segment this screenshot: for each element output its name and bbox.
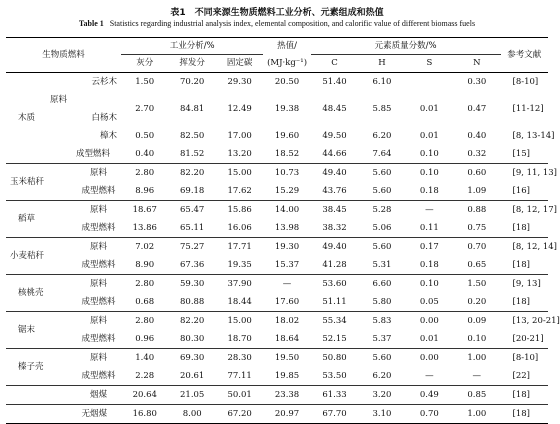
header-h: H [378, 58, 386, 68]
table-row [6, 330, 548, 349]
cell-h: 5.85 [372, 104, 392, 114]
cell-volatile: 8.00 [168, 405, 215, 424]
cell-ash: 2.80 [135, 168, 155, 178]
cell-ref: [11-12] [512, 104, 544, 114]
cell-ash: 8.96 [135, 186, 155, 196]
cell-ref: [15] [512, 149, 530, 159]
group-label-hazel: 榛子壳 [6, 349, 76, 386]
row-sub-label: 成型燃料 [81, 297, 116, 307]
cell-fixed-carbon: 17.00 [227, 131, 252, 141]
cell-ash: 2.28 [135, 371, 155, 381]
cell-ref: [8-10] [512, 77, 539, 87]
cell-ref: [8-10] [512, 353, 539, 363]
cell-ash: 1.50 [135, 77, 155, 87]
group-label-sawdust: 锯末 [6, 312, 76, 349]
group-label-corn: 玉米秸秆 [6, 164, 76, 201]
table-title-cn: 表1 不同来源生物质燃料工业分析、元素组成和热值 [170, 8, 384, 18]
row-sub-label: 成型燃料 [81, 371, 116, 381]
cell-c: 55.34 [322, 316, 347, 326]
cell-volatile: 65.11 [180, 223, 205, 233]
cell-ref: [18] [512, 223, 530, 233]
cell-heat: 19.60 [274, 131, 300, 141]
cell-fixed-carbon: 15.00 [227, 168, 252, 178]
table-row [6, 73, 548, 92]
cell-ref: [22] [512, 371, 530, 381]
cell-ash: 2.70 [135, 104, 155, 114]
cell-s: 0.11 [419, 223, 439, 233]
cell-s: 0.01 [419, 334, 439, 344]
cell-c: 49.50 [322, 131, 347, 141]
cell-c: 49.40 [322, 242, 347, 252]
cell-heat: 19.30 [274, 242, 300, 252]
cell-s [406, 73, 453, 92]
cell-ref: [8, 12, 17] [512, 205, 557, 215]
table-row [6, 293, 548, 312]
cell-h: 5.31 [372, 260, 392, 270]
cell-volatile: 84.81 [180, 104, 205, 114]
cell-fixed-carbon: 17.62 [227, 186, 252, 196]
cell-n: 0.75 [467, 223, 487, 233]
cell-ash: 8.90 [135, 260, 155, 270]
cell-s: 0.18 [419, 186, 439, 196]
cell-n: 0.60 [467, 168, 487, 178]
cell-c: 50.80 [322, 353, 347, 363]
cell-volatile: 69.30 [180, 353, 205, 363]
cell-s: 0.18 [419, 260, 439, 270]
cell-s: 0.70 [406, 405, 453, 424]
cell-volatile: 82.20 [180, 316, 205, 326]
cell-ref: [8, 13-14] [512, 131, 555, 141]
cell-n: 0.09 [467, 316, 487, 326]
header-industrial: 工业分析/% [121, 38, 263, 55]
row-sub-label: 樟木 [100, 131, 118, 141]
cell-n: 1.00 [453, 405, 500, 424]
cell-h: 5.06 [372, 223, 392, 233]
cell-s: 0.17 [419, 242, 439, 252]
row-sub-label: 云杉木 [91, 77, 118, 87]
table-row [6, 367, 548, 386]
table-title-en [0, 19, 554, 28]
cell-ash: 20.64 [132, 390, 157, 400]
cell-c: 53.60 [322, 279, 347, 289]
cell-s: 0.10 [419, 149, 439, 159]
cell-heat: 18.52 [274, 149, 300, 159]
table-row [6, 91, 548, 127]
cell-heat: 18.02 [274, 316, 300, 326]
cell-fixed-carbon: 15.00 [227, 316, 252, 326]
cell-h: 3.20 [372, 390, 392, 400]
table-number: Table 1 [78, 19, 104, 28]
cell-heat: 13.98 [274, 223, 300, 233]
cell-volatile: 80.30 [180, 334, 205, 344]
cell-c: 43.76 [322, 186, 347, 196]
cell-fixed-carbon: 17.71 [227, 242, 252, 252]
row-sub-label: 原料 [90, 279, 108, 289]
table-row [6, 238, 548, 257]
row-sub-label: 原料 [90, 316, 108, 326]
cell-n: 0.10 [467, 334, 487, 344]
cell-heat: 19.85 [274, 371, 300, 381]
cell-fixed-carbon: 16.06 [227, 223, 252, 233]
header-fixed-carbon: 固定碳 [226, 58, 253, 68]
cell-volatile: 20.61 [180, 371, 205, 381]
row-sub-label: 原料 [90, 168, 108, 178]
cell-ref: [13, 20-21] [512, 316, 560, 326]
cell-volatile: 59.30 [180, 279, 205, 289]
cell-c: 44.66 [322, 149, 347, 159]
cell-heat: 19.38 [274, 104, 300, 114]
biomass-fuel-table [6, 37, 560, 424]
cell-fixed-carbon: 67.20 [216, 405, 263, 424]
group-label-anthracite: 无烟煤 [6, 405, 121, 424]
cell-n: 0.65 [467, 260, 487, 270]
cell-fixed-carbon: 77.11 [227, 371, 252, 381]
cell-volatile: 69.18 [180, 186, 205, 196]
cell-ash: 13.86 [132, 223, 157, 233]
cell-ref: [9, 11, 13] [512, 168, 557, 178]
cell-ash: 2.80 [135, 316, 155, 326]
table-row [6, 386, 548, 405]
cell-h: 5.83 [372, 316, 392, 326]
cell-c: 51.11 [322, 297, 347, 307]
table-row [6, 405, 548, 424]
cell-s: 0.10 [419, 168, 439, 178]
cell-ash: 18.67 [132, 205, 157, 215]
cell-n: 1.09 [467, 186, 487, 196]
cell-ash: 16.80 [121, 405, 168, 424]
cell-s: 0.49 [419, 390, 439, 400]
cell-fixed-carbon: 28.30 [227, 353, 252, 363]
cell-heat: 18.64 [274, 334, 300, 344]
cell-ref: [18] [501, 405, 548, 424]
cell-c: 61.33 [322, 390, 347, 400]
cell-n: 0.40 [467, 131, 487, 141]
cell-ref: [8, 12, 14] [512, 242, 557, 252]
cell-n: 0.32 [467, 149, 487, 159]
cell-ash: 7.02 [135, 242, 155, 252]
header-heat-unit: (MJ·kg⁻¹) [267, 57, 308, 68]
cell-volatile: 82.50 [180, 131, 205, 141]
cell-ash: 0.96 [135, 334, 155, 344]
cell-h: 5.60 [372, 186, 392, 196]
cell-heat: 20.97 [263, 405, 310, 424]
cell-h: 3.10 [358, 405, 405, 424]
table-row [6, 256, 548, 275]
cell-volatile: 81.52 [180, 149, 205, 159]
wood-raw-label: 原料 [50, 95, 68, 105]
cell-heat: 15.29 [274, 186, 300, 196]
cell-heat: 19.50 [274, 353, 300, 363]
cell-fixed-carbon: 18.70 [227, 334, 252, 344]
cell-volatile: 70.20 [180, 77, 205, 87]
cell-volatile: 67.36 [180, 260, 205, 270]
cell-ash: 0.40 [135, 149, 155, 159]
table-caption-en: Statistics regarding industrial analysis index, elemental composition, and calorific value of different biomass fuels [109, 19, 476, 28]
cell-fixed-carbon: 13.20 [227, 149, 252, 159]
cell-fixed-carbon: 37.90 [227, 279, 252, 289]
cell-volatile: 21.05 [180, 390, 205, 400]
cell-n: 1.50 [467, 279, 487, 289]
cell-heat: — [282, 279, 292, 289]
row-sub-label: 原料 [90, 205, 108, 215]
cell-h: 6.20 [372, 131, 392, 141]
cell-ref: [20-21] [512, 334, 544, 344]
header-c: C [331, 58, 338, 68]
cell-fixed-carbon: 15.86 [227, 205, 252, 215]
row-sub-label: 成型燃料 [81, 260, 116, 270]
cell-volatile: 82.20 [180, 168, 205, 178]
table-body [6, 73, 560, 424]
table-row [6, 312, 548, 331]
cell-volatile: 75.27 [180, 242, 205, 252]
row-sub-label: 原料 [90, 242, 108, 252]
row-sub-label: 成型燃料 [76, 149, 111, 159]
cell-ref: [9, 13] [512, 279, 541, 289]
header-elemental: 元素质量分数/% [311, 38, 501, 55]
cell-s: 0.10 [419, 279, 439, 289]
cell-c: 38.32 [322, 223, 347, 233]
cell-ref: [16] [512, 186, 530, 196]
cell-c: 41.28 [322, 260, 347, 270]
table-row [6, 219, 548, 238]
cell-s: 0.05 [419, 297, 439, 307]
cell-n: 0.70 [467, 242, 487, 252]
cell-h: 7.64 [372, 149, 392, 159]
cell-s: 0.00 [419, 353, 439, 363]
cell-c: 67.70 [311, 405, 358, 424]
cell-n: 0.85 [467, 390, 487, 400]
cell-c: 53.50 [322, 371, 347, 381]
cell-h: 5.60 [372, 242, 392, 252]
cell-heat: 20.50 [274, 77, 300, 87]
table-row [6, 145, 548, 164]
group-label-wheat: 小麦秸秆 [6, 238, 76, 275]
row-sub-label: 成型燃料 [81, 186, 116, 196]
cell-s: 0.00 [419, 316, 439, 326]
cell-heat: 23.38 [274, 390, 300, 400]
cell-s: — [425, 371, 434, 381]
cell-fixed-carbon: 19.35 [227, 260, 252, 270]
header-volatile: 挥发分 [179, 58, 205, 68]
cell-ash: 1.40 [135, 353, 155, 363]
table-row [6, 164, 548, 183]
header-s: S [426, 58, 433, 68]
group-label-rice: 稻草 [6, 201, 76, 238]
cell-h: 6.20 [372, 371, 392, 381]
table-header [6, 38, 548, 73]
cell-c: 51.40 [322, 77, 347, 87]
table-row [6, 127, 548, 145]
cell-h: 5.60 [372, 353, 392, 363]
cell-h: 6.10 [372, 77, 392, 87]
table-row [6, 349, 548, 368]
header-n: N [473, 58, 481, 68]
group-label-wood: 木质 [18, 113, 36, 123]
cell-heat: 14.00 [274, 205, 300, 215]
cell-n: — [472, 371, 482, 381]
row-sub-label: 原料 白杨木 [50, 95, 118, 123]
cell-h: 5.60 [372, 168, 392, 178]
cell-c: 38.45 [322, 205, 347, 215]
table-row [6, 275, 548, 294]
cell-c: 49.40 [322, 168, 347, 178]
group-label-bituminous: 烟煤 [90, 390, 108, 400]
cell-n: 0.30 [467, 77, 487, 87]
cell-n: 1.00 [467, 353, 487, 363]
cell-h: 5.80 [372, 297, 392, 307]
header-refs: 参考文献 [507, 50, 542, 60]
cell-s: 0.01 [419, 131, 439, 141]
cell-fixed-carbon: 12.49 [227, 104, 252, 114]
cell-heat: 10.73 [274, 168, 300, 178]
row-sub-label: 成型燃料 [81, 334, 116, 344]
cell-ash: 2.80 [135, 279, 155, 289]
cell-c: 52.15 [322, 334, 347, 344]
header-heat: 热值/ [277, 41, 297, 52]
cell-n: 0.88 [467, 205, 487, 215]
group-label-walnut: 核桃壳 [6, 275, 76, 312]
cell-h: 5.28 [372, 205, 392, 215]
cell-ash: 0.50 [135, 131, 155, 141]
cell-n: 0.20 [467, 297, 487, 307]
cell-ref: [18] [512, 297, 530, 307]
header-biomass: 生物质燃料 [42, 50, 85, 60]
cell-h: 6.60 [372, 279, 392, 289]
cell-fixed-carbon: 50.01 [227, 390, 252, 400]
cell-ref: [18] [512, 260, 530, 270]
cell-n: 0.47 [467, 104, 487, 114]
cell-ash: 0.68 [135, 297, 155, 307]
table-row [6, 182, 548, 201]
cell-volatile: 80.88 [180, 297, 205, 307]
cell-h: 5.37 [372, 334, 392, 344]
cell-heat: 17.60 [274, 297, 300, 307]
row-sub-label: 成型燃料 [81, 223, 116, 233]
cell-ref: [18] [512, 390, 530, 400]
cell-fixed-carbon: 18.44 [227, 297, 252, 307]
cell-c: 48.45 [322, 104, 347, 114]
cell-s: — [425, 205, 434, 215]
cell-fixed-carbon: 29.30 [227, 77, 252, 87]
table-row [6, 201, 548, 220]
cell-volatile: 65.47 [180, 205, 205, 215]
cell-heat: 15.37 [274, 260, 300, 270]
row-sub-label: 原料 [90, 353, 108, 363]
header-ash: 灰分 [136, 58, 154, 68]
cell-s: 0.01 [419, 104, 439, 114]
